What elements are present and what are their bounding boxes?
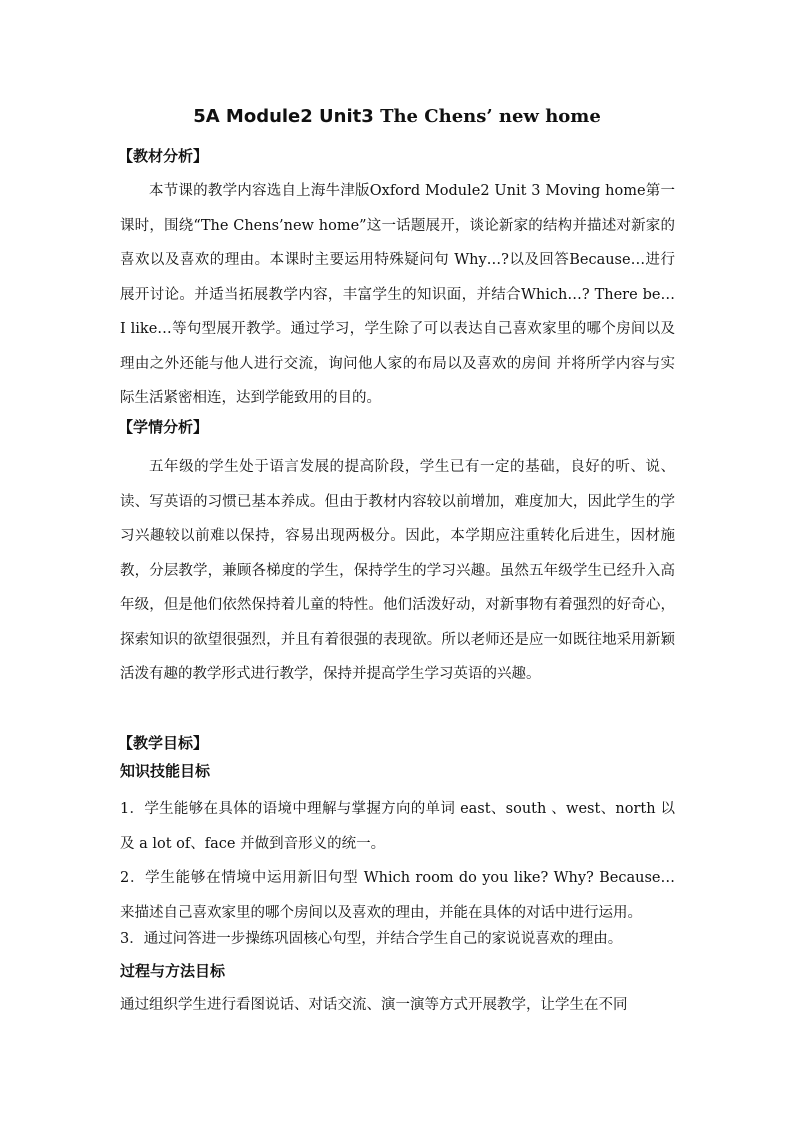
- title-name: The Chens’ new home: [380, 106, 601, 127]
- section-heading-textbook: 【教材分析】: [118, 147, 209, 165]
- goal-item-3: 3．通过问答进一步操练巩固核心句型，并结合学生自己的家说说喜欢的理由。: [120, 931, 623, 947]
- goal-item-1: 1．学生能够在具体的语境中理解与掌握方向的单词 east、south 、west、north 以及 a lot of、face 并做到音形义的统一。: [120, 801, 675, 852]
- subheading-process-goals: 过程与方法目标: [120, 962, 226, 980]
- document-title: [120, 104, 674, 130]
- section-heading-goals: 【教学目标】: [118, 734, 209, 752]
- subheading-knowledge-goals: 知识技能目标: [120, 762, 211, 780]
- paragraph-learner-analysis: 五年级的学生处于语言发展的提高阶段，学生已有一定的基础，良好的听、说、读、写英语的习惯已基本养成。但由于教材内容较以前增加，难度加大，因此学生的学习兴趣较以前难以保持，容易出现两极分。因此，本学期应注重转化后进生，因材施教，分层教学，兼顾各梯度的学生，保持学生的学习兴趣。虽然五年级学生已经升入高年级，但是他们依然保持着儿童的特性。他们活泼好动，对新事物有着强烈的好奇心，探索知识的欲望很强烈，并且有着很强的表现欲。所以老师还是应一如既往地采用新颖活泼有趣的教学形式进行教学，保持并提高学生学习英语的兴趣。: [120, 459, 675, 682]
- paragraph-textbook-analysis: 本节课的教学内容选自上海牛津版Oxford Module2 Unit 3 Moving home第一课时，围绕“The Chens’new home”这一话题展开，谈论新家的结构并描述对新家的喜欢以及喜欢的理由。本课时主要运用特殊疑问句 Why…?以及回答Because…进行展开讨论。并适当拓展教学内容，丰富学生的知识面，并结合Which…? There be… I like…等句型展开教学。通过学习，学生除了可以表达自己喜欢家里的哪个房间以及理由之外还能与他人进行交流，询问他人家的布局以及喜欢的房间 并将所学内容与实际生活紧密相连，达到学能致用的目的。: [120, 183, 675, 406]
- goal-item-2: 2．学生能够在情境中运用新旧句型 Which room do you like? Why? Because… 来描述自己喜欢家里的哪个房间以及喜欢的理由，并能在具体的对话中进行运用。: [120, 870, 675, 921]
- paragraph-process-goals: 通过组织学生进行看图说话、对话交流、演一演等方式开展教学，让学生在不同: [120, 997, 628, 1013]
- section-heading-learners: 【学情分析】: [118, 418, 209, 436]
- title-code: 5A Module2 Unit3: [193, 106, 374, 127]
